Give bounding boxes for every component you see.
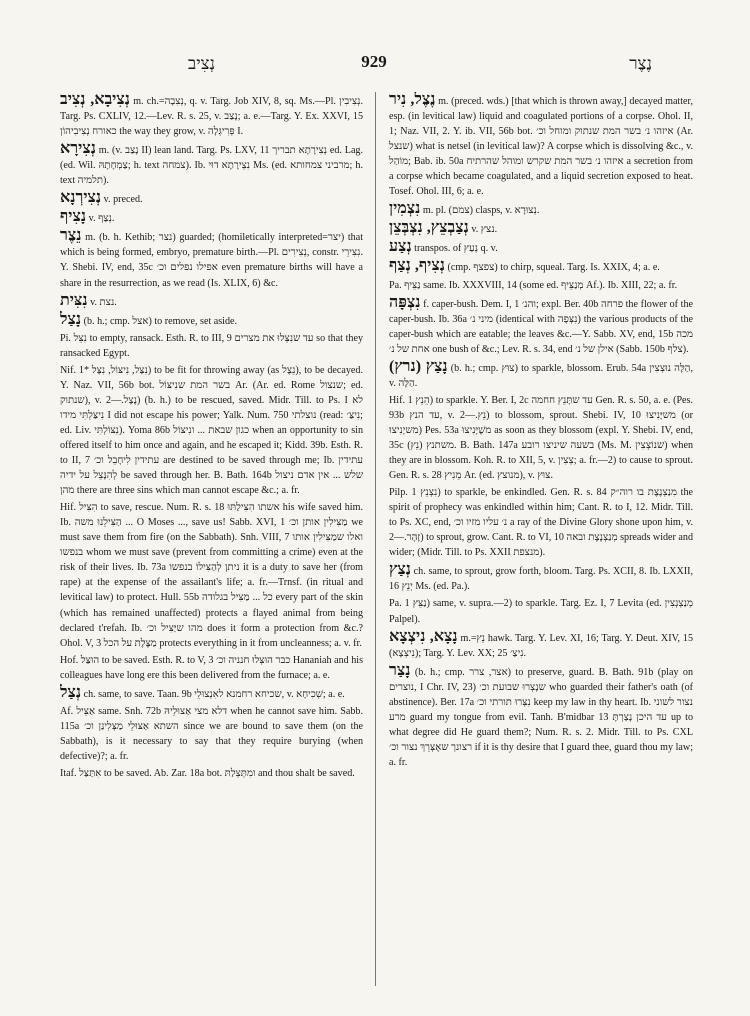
- entry-headword: נָצַר: [389, 661, 411, 679]
- dictionary-entry: [389, 220, 693, 237]
- dictionary-entry: [389, 258, 693, 275]
- left-column: [60, 92, 363, 988]
- entry-headword: נְצַבְצֵץ, נִצְבְּצֵן: [389, 219, 469, 237]
- entry-headword: נָצִיף: [60, 208, 87, 226]
- dictionary-entry: [60, 331, 363, 361]
- page-number: 929: [361, 52, 387, 71]
- entry-text: m. ch.=נְצִבָה, q. v. Targ. Job XIV, 8, sq. Ms.—Pl. נְצִיבִין. Targ. Ps. CXLIV, 12.—Lev. R. s. 25, v. נָצַב; a. e.—Targ. Y. Ex. XXVI, 15 כאורח נְצִיבִיהוֹן the way they grow, v. פְּרִיגְּלָה I.: [60, 96, 363, 138]
- dictionary-entry: [389, 596, 693, 626]
- entry-text: transpos. of נְעַץ q. v.: [414, 243, 498, 255]
- entry-headword: נְצִיף, נְצַף: [389, 257, 445, 275]
- dictionary-entry: [389, 201, 693, 218]
- entry-headword: נָצָא, נִיצְצָא: [389, 627, 458, 645]
- entry-text: (b. h.; cmp. צוּץ) to sparkle, blossom. Erub. 54a הַלָּה נוּצְצִין, v. הַלָּה.: [389, 362, 693, 389]
- entry-text: v. preced.: [103, 194, 143, 206]
- dictionary-entry: [60, 92, 363, 139]
- dictionary-entry: [389, 485, 693, 560]
- entry-headword: נְצִיבָא, נְצִיב: [60, 92, 130, 108]
- dictionary-entry: [389, 239, 693, 256]
- entry-headword: נְצַץ: [389, 561, 411, 579]
- header-right-catchword: נֶצֶר: [629, 54, 652, 73]
- entry-text: ch. same, to save. Taan. 9b שכיחא רחמנא לאִנְצוּלֵי, v. שְׁכִיחָא; a. e.: [83, 688, 345, 700]
- entry-text: m. (v. נָצַב II) lean land. Targ. Ps. LXV, 11 נְצִירָתָא תבריך ed. Lag. (ed. Wil. צַמְחָתָהּ; h. text צמחה). Ib. נִצְירָתָא דוּי Ms. (ed. מרביני צמחותא; h. text תלמיה).: [60, 145, 363, 187]
- dictionary-entry: [60, 685, 363, 702]
- entry-headword: נָצַל: [60, 310, 82, 328]
- entry-text: m.=נֵץ hawk. Targ. Y. Lev. XI, 16; Targ. Y. Deut. XIV, 15 (נִיצְצָא); Targ. Y. Lev. XX; 25 נִיצַ׳.: [389, 632, 693, 659]
- entry-text: (b. h.; cmp. אצל) to remove, set aside.: [83, 315, 238, 327]
- entry-text: v. נְצַף.: [88, 213, 115, 225]
- dictionary-entry: [60, 500, 363, 650]
- entry-headword: נֶצֶל, נִיר: [389, 92, 436, 108]
- dictionary-entry: [60, 363, 363, 498]
- entry-text: Nif. נִצַּל, נִיצּוֹל, נִצָּל *1) to be fit for throwing away (as נֵצֶל), to be decayed. Y. Naz. VII, 56b bot. בשר המת שנִיצּוֹל Ar. (Ar. ed. Rome שנצול; ed. שנתוק), v. נֶצֶל.—2) (b. h.) to be rescued, saved. Midr. Till. to Ps. I לא נִיצַּלְתִּי מידו I did not escape his power; Yalk. Num. 750 נוצלתי (read: נִיצַּ׳; ed. Liv. נִצּוֹלְתִּי). Yoma 86b כגון שבאת ... ונִיצּוֹל when an opportunity to sin offered itself to him once and again, and he escaped it; Kidd. 39b. Esth. R. to II, 7 עתידין לִיחָבֵל וכ׳ are destined to be saved through me; Ib. עתידין לְהִנָּצֵל על ידיה be saved through her. B. Bath. 164b שלש ... אין אדם ניצול מהן there are three sins which man cannot escape &c.; a. fr.: [60, 364, 363, 497]
- entry-headword: נִצְמִין: [389, 200, 421, 218]
- entry-text: Pi. נִצֵּל to empty, ransack. Esth. R. to III, 9 עד שנִצְּלוּ את מצרים so that they ransacked Egypt.: [60, 332, 363, 359]
- dictionary-entry: [389, 295, 693, 357]
- entry-headword: נְצַל: [60, 683, 82, 701]
- header-left-catchword: נְצִיב: [188, 54, 216, 73]
- entry-headword: נִצִּית: [60, 291, 88, 309]
- entry-text: Af. אַצֵּיל same. Snh. 72b דלא מצי אַצוּלֵיהּ when he cannot save him. Sabb. 115a השתא אַצּוּלֵי מַצְּלִינַן וכ׳ since we are bound to save them (on the Sabbath), is it necessary to say that they require burying (when defective)?; a. fr.: [60, 705, 363, 762]
- entry-text: Pa. נַצֵּץ 1) same, v. supra.—2) to sparkle. Targ. Ez. I, 7 Levita (ed. מְנַצְנְצִין Palpel).: [389, 598, 693, 625]
- dictionary-entry: [60, 312, 363, 329]
- dictionary-entry: [389, 92, 693, 199]
- entry-headword: נֵצֶר: [60, 227, 82, 245]
- dictionary-entry: [389, 278, 693, 293]
- entry-text: m. (b. h. Kethib; נצר) guarded; (homiletically interpreted=יצר) that which is being formed, embryo, premature birth.—Pl. נְצִירִים, constr. נִצִירֵי. Y. Shebi. IV, end, 35c אפילו נפלים וכ׳ even premature births will have a share in the resurrection, as we read (Is. XLIX, 6) &c.: [60, 232, 363, 289]
- entry-headword: (נרץ) נָצַץ: [389, 357, 448, 375]
- entry-text: m. (preced. wds.) [that which is thrown away,] decayed matter, esp. (in levitical law) liquid and coagulated portions of a corpse. Ohol. II, 1; Naz. VII, 2. Y. ib. VII, 56b bot. איזהו נ׳ בשר המת שנתוק ומוחל וכ׳ (Ar. שנצל) what is netsel (in levitical law)? A corpse which is dissolving &c., v. מוֹהַל; Bab. ib. 50a איזהו נ׳ בשר המת שקרש ומוהל שהרתיח a secretion from a corpse which became coagulated, and a liquid secretion exposed to heat. Tosef. Ohol. III, 6; a. e.: [389, 96, 693, 198]
- dictionary-entry: [60, 190, 363, 207]
- entry-text: Pilp. נִצְנֵץ 1) to sparkle, be enkindled. Gen. R. s. 84 מִנַצְנֶצֶת בו רוה״ק the spirit of prophecy was enkindled within him; Cant. R. to I, 12. Midr. Till. to Ps. XC, end, נ׳ עליו מזיו וכ׳ a ray of the Divine Glory shone upon him, v. זָהָר.—2) to sprout, grow. Cant. R. to VI, 10 מְנַצְנֶצֶת ובאה spreads wider and wider; (Midr. Till. to Ps. XXII מנצפת).: [389, 487, 693, 559]
- dictionary-entry: [389, 393, 693, 483]
- dictionary-entry: [60, 228, 363, 290]
- entry-text: v. נצץ.: [471, 224, 498, 236]
- entry-text: v. נצת.: [90, 296, 117, 308]
- dictionary-entry: [60, 209, 363, 226]
- dictionary-entry: [389, 562, 693, 594]
- entry-text: Hof. הוּצַּל to be saved. Esth. R. to V, 3 כבר הוּצְּלוּ חנניה וכ׳ Hananiah and his colleagues have long ere this been delivered from the furnace; a. e.: [60, 654, 363, 681]
- entry-text: Hif. הִצִּיל to save, rescue. Num. R. s. 18 אשתו הִצִּילַתּוּ his wife saved him. Ib. הַצִּילֵנוּ משה ... O Moses ..., save us! Sabb. XVI, 1 מַצִּילִין אותן וכ׳ we must save them from fire (on the Sabbath). Snh. VIII, 7 ואלו שמַצִּילִין אותו בנפשו whom we must save (prevent from committing a crime) even at the risk of their lives. Ib. 73a ניתן לְהַצִּילוֹ בנפשו it is a duty to save her (from rape) at the expense of the assailant's life; a. fr.—Trnsf. (in ritual and levitical law) to protect. Hull. 55b כל ... מַצִּיל בגלודה every part of the skin (which has remained unaffected) protects a flayed animal from being declared t'refah. Ib. מהו שיַּצִּיל וכ׳ does it form a protection from &c.? Ohol. V, 3 מַצֶּלֶת על הכל protects everything in it from uncleanness; a. v. fr.: [60, 502, 363, 649]
- entry-headword: נִצְפָּה: [389, 293, 421, 311]
- dictionary-entry: [60, 141, 363, 188]
- entry-headword: נְצִירְנָא: [60, 189, 102, 207]
- dictionary-entry: [60, 653, 363, 683]
- dictionary-entry: [60, 766, 363, 781]
- column-divider: [375, 92, 376, 986]
- entry-headword: נְצִירָא: [60, 140, 96, 158]
- entry-text: Pa. נַצֵּיף same. Ib. XXXVIII, 14 (some ed. מְנַצֵּיף Af.). Ib. XIII, 22; a. fr.: [389, 279, 678, 291]
- dictionary-entry: [389, 663, 693, 770]
- entry-text: f. caper-bush. Dem. I, 1 והנ׳; expl. Ber. 40b פרחה the flower of the caper-bush. Ib. 36a מיני נ׳ (identical with נִצְּפָה) the various products of the caper-bush which are eatable; the leaves &c.—Y. Sabb. XV, end, 15b מכה אחת של נ׳ one bush of &c.; Lev. R. s. 34, end אילן של נ׳ (Sabb. 150b צלף).: [389, 298, 693, 355]
- entry-text: m. pl. (צמם) clasps, v. נְצוּרָא.: [422, 205, 540, 217]
- page-header: [58, 52, 690, 76]
- entry-text: (b. h.; cmp. אצר, צרר) to preserve, guard. B. Bath. 91b (play on נוצרים, I Chr. IV, 23) שנָצְרוּ שבועת וכ׳ who guarded their father's oath (of abstinence). Ber. 17a נִצְּרוּ תורתי וכ׳ keep my law in thy heart. Ib. נצור לשוני מרע guard my tongue from evil. Tanh. B'midbar 13 עד היכן נָצַרְתָּ up to what degree did He guard them?; Num. R. s. 2. Midr. Till. to Ps. CXL רצונך שאֶצְּרֵךְ נצור וכ׳ if it is thy desire that I guard thee, guard thou my law; a. fr.: [389, 666, 693, 768]
- dictionary-entry: [389, 359, 693, 391]
- entry-text: Itaf. אִתַּצַּל to be saved. Ab. Zar. 18a bot. ומִתְּצְלַתּ and thou shalt be saved.: [60, 767, 355, 779]
- dictionary-entry: [60, 293, 363, 310]
- dictionary-entry: [60, 704, 363, 764]
- entry-text: ch. same, to sprout, grow forth, bloom. Targ. Ps. XCII, 8. Ib. LXXII, 16 יְנֵץ Ms. (ed. Pa.).: [389, 566, 693, 593]
- entry-text: Hif. הֵנֵץ 1) to sparkle. Y. Ber. I, 2c עד שתָּנֵץ חחמה Gen. R. s. 50, a. e. (Pes. 93b עד הנץ, v. נֵץ.—2) to blossom, sprout. Shebi. IV, 10 משיָּנִיצוּ (or משיָנִיצוּ) Pes. 53a משֶׁיָּנִיצוּ as soon as they blossom (expl. Y. Shebi. IV, end, 35c משתנץ (נֵץ). B. Bath. 147a בשעה שיניצו רובע (Ms. M. שנוֹצְצִין) when they are in blossom. Koh. R. to XII, 5, v. צְצִין; a. fr.—2) to cause to sprout. Gen. R. s. 28 מֵנִיץ Ar. (ed. מנוצץ), v. צוּץ.: [389, 394, 693, 482]
- entry-headword: נְצַע: [389, 238, 412, 256]
- entry-text: (cmp. צפצף) to chirp, squeal. Targ. Is. XXIX, 4; a. e.: [447, 262, 660, 274]
- dictionary-entry: [389, 629, 693, 661]
- right-column: [389, 92, 693, 988]
